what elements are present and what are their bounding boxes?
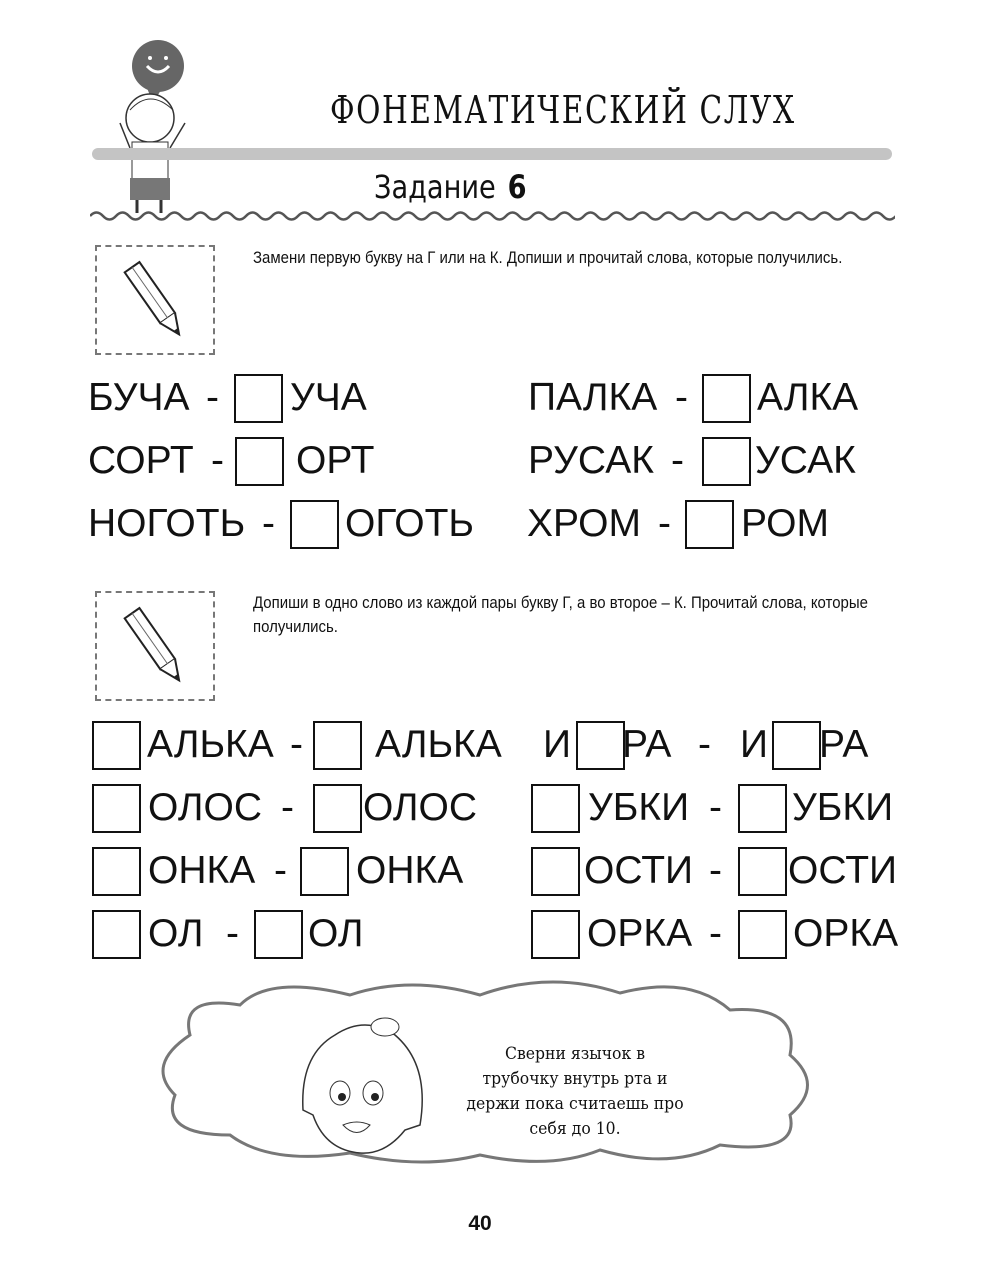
- wavy-divider: [90, 208, 895, 224]
- letter-box[interactable]: [576, 721, 625, 770]
- word-suffix: ОСТИ: [584, 849, 694, 892]
- word-suffix: ОРКА: [587, 912, 693, 955]
- letter-box[interactable]: [531, 847, 580, 896]
- page-title: ФОНЕМАТИЧЕСКИЙ СЛУХ: [330, 88, 796, 132]
- word-suffix: ОЛ: [308, 912, 364, 955]
- letter-box[interactable]: [92, 784, 141, 833]
- dash: -: [281, 786, 294, 829]
- word-suffix: УБКИ: [792, 786, 894, 829]
- pencil-frame: [95, 591, 215, 701]
- word-suffix: ОГОТЬ: [345, 502, 475, 545]
- pencil-frame: [95, 245, 215, 355]
- word-suffix: ОЛОС: [363, 786, 477, 829]
- dash: -: [290, 723, 303, 766]
- dash: -: [671, 439, 684, 482]
- word-suffix: ОНКА: [356, 849, 464, 892]
- dash: -: [206, 376, 219, 419]
- dash: -: [709, 912, 722, 955]
- boy-illustration-icon: [95, 38, 205, 218]
- dash: -: [709, 849, 722, 892]
- word-suffix: АЛЬКА: [147, 723, 274, 766]
- word-suffix: ОРКА: [793, 912, 899, 955]
- word: СОРТ: [88, 439, 194, 482]
- tip-text: Сверни язычок в трубочку внутрь рта и держи пока считаешь про себя до 10.: [466, 1044, 684, 1139]
- dash: -: [675, 376, 688, 419]
- page-number: 40: [468, 1212, 492, 1235]
- exercise2-instruction: Допиши в одно слово из каждой пары букву Г, а во второе – К. Прочитай слова, которые получились.: [253, 593, 868, 636]
- letter-box[interactable]: [685, 500, 734, 549]
- letter-box[interactable]: [92, 721, 141, 770]
- word: БУЧА: [88, 376, 190, 419]
- letter-box[interactable]: [702, 437, 751, 486]
- letter-box[interactable]: [300, 847, 349, 896]
- task-label: Задание: [374, 168, 496, 206]
- letter-box[interactable]: [738, 784, 787, 833]
- dash: -: [709, 786, 722, 829]
- dash: -: [658, 502, 671, 545]
- letter-box[interactable]: [738, 910, 787, 959]
- dash: -: [698, 723, 711, 766]
- letter-box[interactable]: [531, 784, 580, 833]
- word-suffix: ОСТИ: [788, 849, 898, 892]
- word-suffix: РА: [622, 723, 672, 766]
- letter-box[interactable]: [235, 437, 284, 486]
- letter-box[interactable]: [290, 500, 339, 549]
- title-underline: [92, 148, 892, 160]
- word-prefix: И: [543, 723, 572, 766]
- dash: -: [211, 439, 224, 482]
- word: РУСАК: [528, 439, 654, 482]
- dash: -: [262, 502, 275, 545]
- word-suffix: УЧА: [290, 376, 367, 419]
- dash: -: [274, 849, 287, 892]
- letter-box[interactable]: [254, 910, 303, 959]
- word-suffix: ОНКА: [148, 849, 256, 892]
- word: НОГОТЬ: [88, 502, 246, 545]
- word-suffix: ОЛОС: [148, 786, 262, 829]
- task-number: 6: [507, 168, 527, 206]
- word-suffix: РОМ: [741, 502, 829, 545]
- word-suffix: АЛКА: [757, 376, 859, 419]
- pencil-icon: [97, 593, 213, 699]
- pencil-icon: [97, 247, 213, 353]
- word-suffix: УБКИ: [588, 786, 690, 829]
- word-suffix: АЛЬКА: [375, 723, 502, 766]
- dash: -: [226, 912, 239, 955]
- letter-box[interactable]: [234, 374, 283, 423]
- word: ХРОМ: [527, 502, 641, 545]
- word-suffix: РА: [819, 723, 869, 766]
- letter-box[interactable]: [531, 910, 580, 959]
- letter-box[interactable]: [772, 721, 821, 770]
- letter-box[interactable]: [738, 847, 787, 896]
- letter-box[interactable]: [313, 784, 362, 833]
- word-suffix: ОРТ: [296, 439, 375, 482]
- letter-box[interactable]: [313, 721, 362, 770]
- letter-box[interactable]: [92, 910, 141, 959]
- word-suffix: ОЛ: [148, 912, 204, 955]
- letter-box[interactable]: [92, 847, 141, 896]
- word-suffix: УСАК: [755, 439, 856, 482]
- exercise1-instruction: Замени первую букву на Г или на К. Допиши и прочитай слова, которые получились.: [253, 248, 843, 267]
- task-heading: [374, 168, 527, 206]
- word: ПАЛКА: [528, 376, 658, 419]
- word-prefix: И: [740, 723, 769, 766]
- girl-face-icon: [295, 1015, 435, 1160]
- letter-box[interactable]: [702, 374, 751, 423]
